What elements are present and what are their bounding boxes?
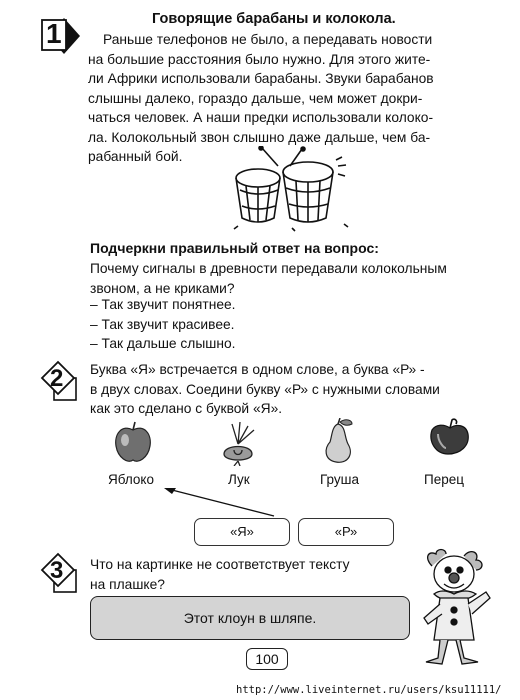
clown-plaque: Этот клоун в шляпе. xyxy=(90,596,410,640)
task-3-number: 3 xyxy=(50,557,64,584)
apple-icon xyxy=(112,420,154,464)
task-1-badge xyxy=(40,14,80,58)
task-3-text xyxy=(90,555,349,594)
task-2-badge xyxy=(40,360,80,404)
answer-option[interactable]: – Так дальше слышно. xyxy=(90,336,236,351)
task-2-number: 2 xyxy=(50,365,64,392)
page-number: 100 xyxy=(246,648,288,670)
word-pepper[interactable]: Перец xyxy=(424,472,464,487)
task-2-line: как это сделано с буквой «Я». xyxy=(90,401,283,416)
answer-list xyxy=(90,295,236,354)
paragraph-line: Раньше телефонов не было, а передавать новости xyxy=(103,32,433,47)
paragraph-line: ли Африки использовали барабаны. Звуки барабанов xyxy=(88,71,434,86)
clown-illustration xyxy=(418,548,496,668)
drums-illustration xyxy=(232,146,350,232)
paragraph-line: ла. Колокольный звон слышно даже дальше, чем ба- xyxy=(88,129,431,145)
task-3-badge xyxy=(40,552,80,596)
onion-icon xyxy=(214,420,262,466)
question-title: Подчеркни правильный ответ на вопрос: xyxy=(90,240,379,256)
paragraph-line: чаться человек. А наши предки использовали колоко- xyxy=(88,110,434,125)
question-line: звоном, а не криками? xyxy=(90,280,235,296)
word-pear[interactable]: Груша xyxy=(320,472,359,487)
watermark-url: http://www.liveinternet.ru/users/ksu11111/ xyxy=(236,684,502,696)
task-2-text xyxy=(90,360,440,419)
answer-option[interactable]: – Так звучит понятнее. xyxy=(90,297,236,312)
letter-ya-box[interactable]: «Я» xyxy=(194,518,290,546)
answer-option[interactable]: – Так звучит красивее. xyxy=(90,316,235,332)
question-line: Почему сигналы в древности передавали колокольным xyxy=(90,261,447,276)
connection-arrow xyxy=(160,484,280,520)
question-text xyxy=(90,259,447,298)
pepper-icon xyxy=(424,416,474,458)
task-3-line: Что на картинке не соответствует тексту xyxy=(90,557,350,572)
word-onion[interactable]: Лук xyxy=(228,472,250,487)
task-3-line: на плашке? xyxy=(90,576,165,592)
task-1-title: Говорящие барабаны и колокола. xyxy=(152,11,396,27)
letter-r-box[interactable]: «Р» xyxy=(298,518,394,546)
paragraph-line: слышны далеко, гораздо дальше, чем может докри- xyxy=(88,90,423,106)
pear-icon xyxy=(318,418,360,466)
task-1-number: 1 xyxy=(46,18,62,49)
paragraph-line: на большие расстояния было нужно. Для этого жите- xyxy=(88,51,431,67)
paragraph-line: рабанный бой. xyxy=(88,149,183,164)
task-2-line: в двух словах. Соедини букву «Р» с нужными словами xyxy=(90,381,440,397)
word-apple[interactable]: Яблоко xyxy=(108,472,154,487)
task-2-line: Буква «Я» встречается в одном слове, а буква «Р» - xyxy=(90,362,425,377)
